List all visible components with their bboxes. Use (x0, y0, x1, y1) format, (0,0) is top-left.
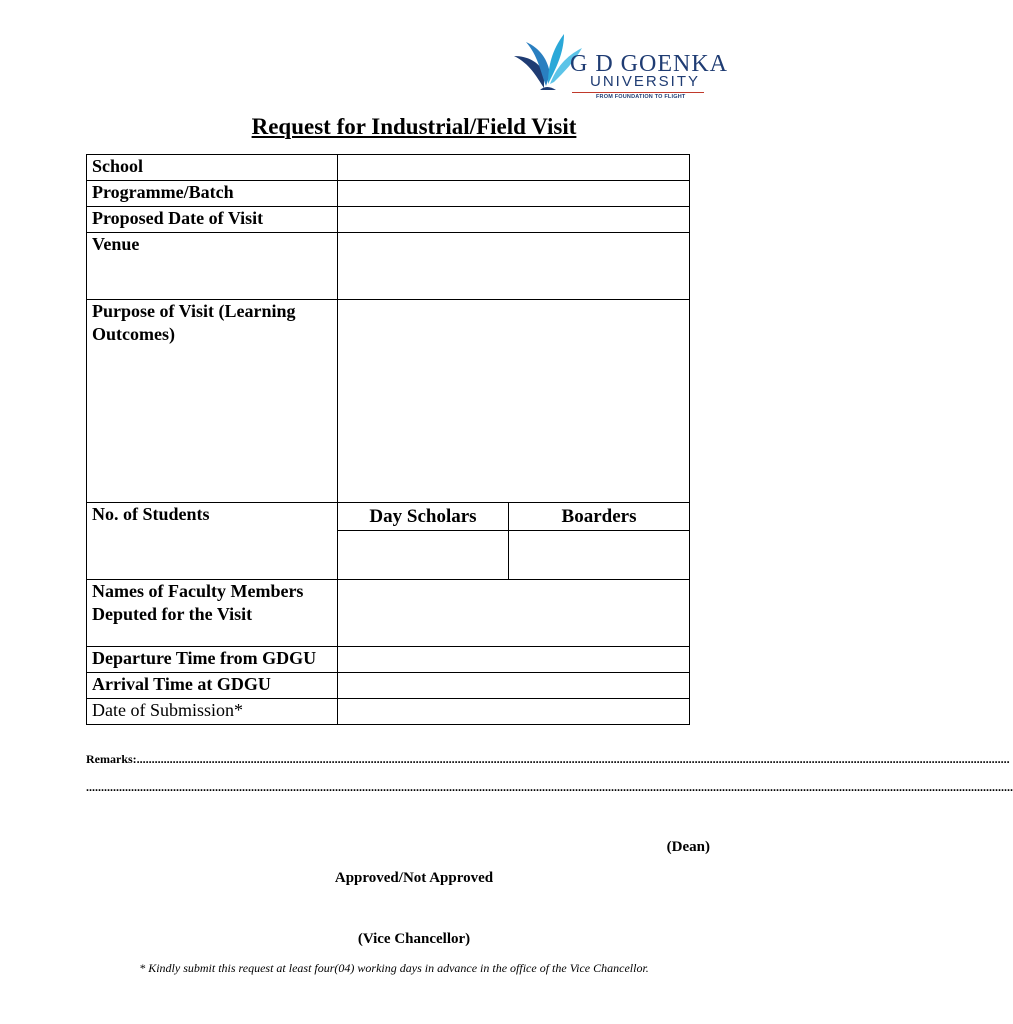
logo-tagline: FROM FOUNDATION TO FLIGHT (596, 94, 686, 100)
logo-divider (572, 92, 704, 93)
school-field[interactable] (338, 155, 690, 181)
form-row-purpose (87, 300, 690, 503)
remarks-dots: ................................................................................................................................................................................................................................................................................................... (136, 752, 1010, 766)
submission-footnote: * Kindly submit this request at least four(04) working days in advance in the office of the Vice Chancellor. (139, 961, 649, 975)
students-label: No. of Students (87, 503, 338, 580)
form-row-proposed-date (87, 207, 690, 233)
page-title: Request for Industrial/Field Visit (251, 114, 577, 139)
remarks-label: Remarks: (86, 752, 137, 766)
form-row-departure (87, 647, 690, 673)
university-logo (510, 24, 728, 100)
logo-name: G D GOENKA (570, 51, 728, 77)
visit-request-form (86, 154, 690, 725)
purpose-label: Purpose of Visit (Learning Outcomes) (87, 300, 338, 503)
form-row-arrival (87, 673, 690, 699)
departure-label: Departure Time from GDGU (87, 647, 338, 673)
school-label: School (87, 155, 338, 181)
day-scholars-field[interactable] (338, 531, 509, 580)
venue-label: Venue (87, 233, 338, 300)
day-scholars-header: Day Scholars (338, 503, 509, 531)
logo-subtitle: UNIVERSITY (590, 73, 701, 90)
proposed-date-field[interactable] (338, 207, 690, 233)
form-row-students-header (87, 503, 690, 531)
form-row-school (87, 155, 690, 181)
boarders-header: Boarders (509, 503, 690, 531)
arrival-field[interactable] (338, 673, 690, 699)
venue-field[interactable] (338, 233, 690, 300)
purpose-field[interactable] (338, 300, 690, 503)
dean-signature: (Dean) (666, 839, 710, 855)
submission-field[interactable] (338, 699, 690, 725)
programme-field[interactable] (338, 181, 690, 207)
programme-label: Programme/Batch (87, 181, 338, 207)
remarks-line[interactable] (86, 751, 1010, 767)
boarders-field[interactable] (509, 531, 690, 580)
submission-label: Date of Submission* (87, 699, 338, 725)
form-row-submission (87, 699, 690, 725)
departure-field[interactable] (338, 647, 690, 673)
faculty-label: Names of Faculty Members Deputed for the Visit (87, 580, 338, 647)
vice-chancellor-signature: (Vice Chancellor) (357, 931, 471, 947)
proposed-date-label: Proposed Date of Visit (87, 207, 338, 233)
form-row-programme (87, 181, 690, 207)
approval-status: Approved/Not Approved (334, 870, 494, 886)
remarks-second-line[interactable]: ..................................................................................................................................................................................................................................................................................................................... (86, 780, 1013, 794)
arrival-label: Arrival Time at GDGU (87, 673, 338, 699)
form-row-venue (87, 233, 690, 300)
faculty-field[interactable] (338, 580, 690, 647)
form-row-faculty (87, 580, 690, 647)
